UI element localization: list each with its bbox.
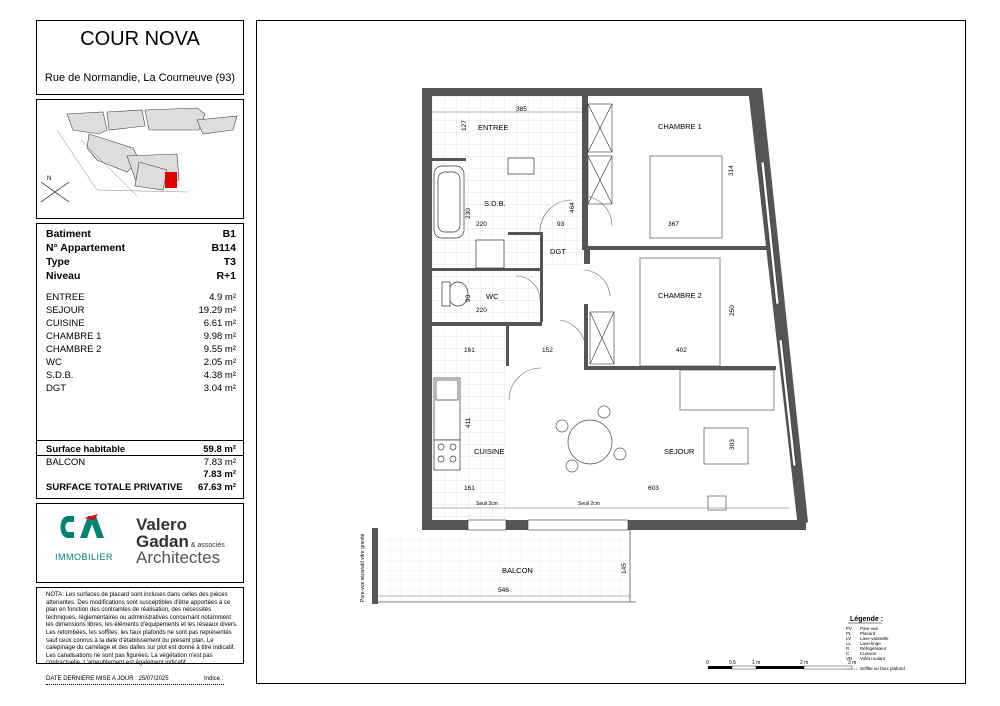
kitchen-fixtures bbox=[434, 378, 460, 470]
surface-row-wc: WC 2.05 m² bbox=[46, 357, 236, 368]
room-label-balcon: BALCON bbox=[502, 566, 533, 575]
seuil-label: Seuil 2cm bbox=[578, 501, 600, 507]
legend-text-ll: Lave-linge bbox=[860, 641, 881, 646]
info-row-type: Type T3 bbox=[46, 256, 236, 268]
legend-code-r: R bbox=[846, 646, 850, 651]
update-date: DATE DERNIERE MISE A JOUR : 25/07/2025 bbox=[46, 676, 169, 682]
dim-314: 314 bbox=[728, 165, 735, 176]
legend-text-lv: Lave-vaisselle bbox=[860, 636, 889, 641]
scale-1m: 1 m bbox=[752, 660, 761, 666]
dim-127: 127 bbox=[461, 120, 468, 131]
dim-402: 402 bbox=[676, 347, 687, 354]
room-label-sejour: SEJOUR bbox=[664, 447, 695, 456]
surface-row-entree: ENTREE 4.9 m² bbox=[46, 292, 236, 303]
dim-464: 464 bbox=[569, 202, 576, 213]
dim-385: 385 bbox=[516, 106, 527, 113]
legend-title: Légende : bbox=[850, 616, 884, 623]
room-label-dgt: DGT bbox=[550, 247, 566, 256]
ca-immobilier-label: IMMOBILIER bbox=[54, 552, 113, 562]
valero-logo-line1: Valero bbox=[136, 515, 188, 534]
legend-soffite: Soffite ou faux plafond bbox=[860, 666, 905, 671]
legend-text-c: Cuisson bbox=[860, 651, 877, 656]
dim-411: 411 bbox=[465, 417, 472, 428]
surface-row-chambre1: CHAMBRE 1 9.98 m² bbox=[46, 331, 236, 342]
legend-text-r: Réfrigérateur bbox=[860, 646, 887, 651]
room-label-chambre1: CHAMBRE 1 bbox=[658, 122, 702, 131]
apartment-location-marker bbox=[165, 172, 177, 188]
surface-row-chambre2: CHAMBRE 2 9.55 m² bbox=[46, 344, 236, 355]
dim-603: 603 bbox=[648, 485, 659, 492]
footer-line bbox=[46, 684, 224, 685]
legend-code-pl: PL bbox=[846, 631, 852, 636]
info-row-niveau: Niveau R+1 bbox=[46, 270, 236, 282]
svg-text:N: N bbox=[47, 176, 52, 182]
dim-220a: 220 bbox=[476, 221, 487, 228]
surface-row-sejour: SEJOUR 19.29 m² bbox=[46, 305, 236, 316]
room-label-entree: ENTREE bbox=[478, 123, 509, 132]
total-privative-row: SURFACE TOTALE PRIVATIVE 67.63 m² bbox=[46, 482, 236, 493]
seuil-label: Seuil 2cm bbox=[476, 501, 498, 507]
dim-145: 145 bbox=[621, 563, 628, 574]
surface-row-cuisine: CUISINE 6.61 m² bbox=[46, 318, 236, 329]
dim-220b: 220 bbox=[476, 307, 487, 314]
index-label: Indice : bbox=[204, 676, 224, 682]
dim-230: 230 bbox=[465, 208, 472, 219]
legend-code-c: C bbox=[846, 651, 850, 656]
legend-code-vr: VR bbox=[846, 656, 853, 661]
room-label-wc: WC bbox=[486, 292, 499, 301]
dim-546: 546 bbox=[498, 587, 509, 594]
divider bbox=[36, 440, 244, 441]
legend-code-ll: LL bbox=[846, 641, 852, 646]
dim-161b: 161 bbox=[464, 485, 475, 492]
floor-plan bbox=[256, 20, 966, 684]
legend-text-vr: Volet roulant bbox=[860, 656, 886, 661]
legend-code-lv: LV bbox=[846, 636, 852, 641]
balcon-row: BALCON 7.83 m² bbox=[46, 457, 236, 468]
info-row-appartement: N° Appartement B114 bbox=[46, 242, 236, 254]
scale-2m: 2 m bbox=[800, 660, 809, 666]
room-label-cuisine: CUISINE bbox=[474, 447, 505, 456]
valero-logo-line2: Gadan & associés bbox=[136, 532, 225, 551]
scale-0: 0 bbox=[706, 660, 709, 666]
legend-text-pv: Pare vue bbox=[860, 626, 879, 631]
scale-bar bbox=[706, 660, 856, 669]
surface-row-sdb: S.D.B. 4.38 m² bbox=[46, 370, 236, 381]
info-row-batiment: Batiment B1 bbox=[46, 228, 236, 240]
nota-text: NOTA: Les surfaces de placard sont incluses dans celles des pièces attenantes. Des modifications sont susceptibles d'être apportées à ce plan en fonction des contraintes de réalisation, des nécessités techniques, réglementaires ou administratives concernant notamment les dimensions libres, les éléments d'équipements et les réseaux divers. Les retombées, les soffites, les faux plafonds ne sont pas représentés sauf ceux connus à la date d'établissement du présent plan. Le calepinage du carrelage et des dalles sur plot est donné à titre indicatif. Les canalisations ne sont pas figurées. La végétation n'est pas contractuelle. L'ameublement est également indicatif. bbox=[46, 592, 238, 667]
annex-total-row: 7.83 m² bbox=[203, 469, 236, 480]
dim-93b: 93 bbox=[465, 294, 472, 302]
valero-logo-line3: Architectes bbox=[136, 548, 221, 567]
dim-152: 152 bbox=[542, 347, 553, 354]
legend-text-pl: Placard bbox=[860, 631, 876, 636]
surface-row-dgt: DGT 3.04 m² bbox=[46, 383, 236, 394]
dim-303: 303 bbox=[729, 439, 736, 450]
site-map bbox=[37, 100, 243, 218]
closets bbox=[588, 104, 614, 364]
room-label-chambre2: CHAMBRE 2 bbox=[658, 291, 702, 300]
dim-250: 250 bbox=[729, 305, 736, 316]
surface-habitable-row: Surface habitable 59.8 m² bbox=[46, 444, 236, 455]
dim-93a: 93 bbox=[557, 221, 565, 228]
scale-3m: 3 m bbox=[848, 660, 857, 666]
furniture bbox=[556, 156, 774, 510]
project-title: COUR NOVA bbox=[80, 28, 200, 50]
pare-vue-label: Pare-vue séparatif vitre granité bbox=[360, 533, 366, 602]
dim-367: 367 bbox=[668, 221, 679, 228]
credit-agricole-logo bbox=[54, 512, 118, 552]
divider bbox=[36, 455, 244, 456]
legend-code-pv: PV bbox=[846, 626, 853, 631]
project-address: Rue de Normandie, La Courneuve (93) bbox=[44, 72, 236, 84]
room-label-sdb: S.D.B. bbox=[484, 199, 506, 208]
scale-05: 0.5 bbox=[729, 660, 736, 666]
dim-161a: 161 bbox=[464, 347, 475, 354]
